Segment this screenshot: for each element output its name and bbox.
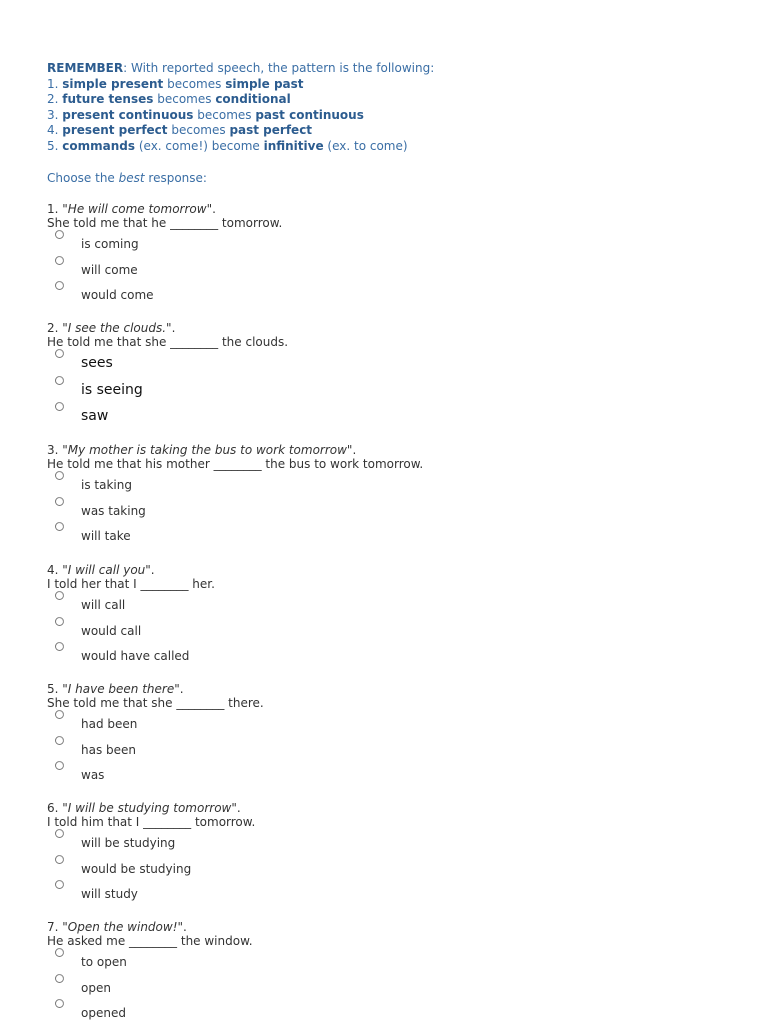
rule-from: present continuous	[62, 107, 194, 122]
option-label: is taking	[81, 478, 132, 492]
question-quote: "He will come tomorrow"	[62, 202, 213, 216]
option[interactable]	[47, 281, 282, 307]
rule-1	[47, 77, 434, 93]
remember-box	[47, 61, 434, 154]
radio-button[interactable]	[55, 736, 64, 745]
rule-mid: becomes	[193, 107, 256, 122]
radio-button[interactable]	[55, 591, 64, 600]
option[interactable]	[47, 855, 255, 881]
question-sentence: He told me that his mother ________ the bus to work tomorrow.	[47, 457, 424, 471]
instructions-pre: Choose the	[47, 171, 119, 185]
question-quote: "Open the window!"	[62, 920, 184, 934]
radio-button[interactable]	[55, 829, 64, 838]
radio-button[interactable]	[55, 880, 64, 889]
question-sentence: He told me that she ________ the clouds.	[47, 335, 289, 349]
option[interactable]	[47, 948, 253, 974]
option-label: would come	[81, 288, 154, 302]
question-number: 1.	[47, 202, 59, 216]
option[interactable]	[47, 710, 264, 736]
question-7	[47, 920, 253, 1019]
option-label: would have called	[81, 649, 190, 663]
option-label: would call	[81, 623, 142, 638]
question-sentence: She told me that he ________ tomorrow.	[47, 216, 283, 230]
quote-end: .	[150, 563, 155, 577]
rule-num: 4.	[47, 123, 59, 137]
rule-from: present perfect	[62, 123, 168, 137]
question-quote: "I will call you"	[62, 563, 151, 577]
rule-mid: becomes	[163, 76, 226, 91]
rule-num: 5.	[47, 138, 59, 153]
rule-2	[47, 92, 434, 108]
question-prompt	[47, 321, 288, 335]
radio-button[interactable]	[55, 281, 64, 290]
option-label: will be studying	[81, 836, 176, 850]
instructions-emphasis: best	[118, 171, 145, 185]
option[interactable]	[47, 591, 215, 617]
radio-button[interactable]	[55, 230, 64, 239]
radio-button[interactable]	[55, 471, 64, 480]
option[interactable]	[47, 471, 423, 497]
radio-button[interactable]	[55, 376, 64, 385]
question-6	[47, 801, 255, 906]
option[interactable]	[47, 617, 215, 643]
option[interactable]	[47, 736, 264, 762]
rule-num: 2.	[47, 92, 59, 106]
option[interactable]	[47, 230, 282, 256]
option-label: will come	[81, 262, 138, 277]
radio-button[interactable]	[55, 522, 64, 531]
question-prompt	[47, 920, 253, 934]
option-label: will call	[81, 598, 126, 612]
rule-to: conditional	[215, 92, 291, 106]
question-number: 6.	[47, 801, 59, 815]
option-label: opened	[81, 1006, 126, 1020]
radio-button[interactable]	[55, 642, 64, 651]
question-4	[47, 563, 215, 668]
rule-from: simple present	[62, 76, 164, 91]
question-prompt	[47, 801, 255, 815]
remember-label: REMEMBER	[47, 61, 124, 75]
question-prompt	[47, 682, 264, 696]
instructions-post: response:	[144, 171, 207, 185]
option-label: will take	[81, 529, 131, 543]
option-label: had been	[81, 717, 138, 731]
question-sentence: She told me that she ________ there.	[47, 696, 264, 710]
quote-end: .	[352, 443, 357, 457]
radio-button[interactable]	[55, 999, 64, 1008]
quote-end: .	[179, 682, 184, 696]
remember-intro-text: : With reported speech, the pattern is the following:	[123, 61, 435, 75]
instructions	[47, 171, 207, 185]
option[interactable]	[47, 761, 264, 787]
radio-button[interactable]	[55, 349, 64, 358]
option-label: has been	[81, 742, 137, 757]
radio-button[interactable]	[55, 761, 64, 770]
option-label: is seeing	[81, 381, 143, 398]
rule-to: past perfect	[229, 123, 313, 137]
rule-to: infinitive	[263, 138, 324, 153]
radio-button[interactable]	[55, 710, 64, 719]
option-label: open	[81, 980, 111, 995]
rule-num: 1.	[47, 76, 59, 91]
rule-mid: (ex. come!) become	[135, 138, 264, 153]
radio-button[interactable]	[55, 617, 64, 626]
question-number: 2.	[47, 321, 59, 335]
rule-5	[47, 139, 434, 155]
option[interactable]	[47, 829, 255, 855]
question-5	[47, 682, 264, 787]
rule-mid: becomes	[153, 92, 216, 106]
question-2	[47, 321, 288, 429]
quote-end: .	[183, 920, 187, 934]
option[interactable]	[47, 880, 255, 906]
radio-button[interactable]	[55, 948, 64, 957]
option[interactable]	[47, 642, 215, 668]
option-label: was	[81, 768, 105, 782]
radio-button[interactable]	[55, 497, 64, 506]
question-quote: "I will be studying tomorrow"	[62, 801, 237, 815]
question-1	[47, 202, 282, 307]
option[interactable]	[47, 349, 288, 376]
question-quote: "I see the clouds."	[62, 321, 172, 335]
rule-4	[47, 123, 434, 139]
question-quote: "My mother is taking the bus to work tomorrow"	[62, 443, 353, 457]
rule-mid: becomes	[167, 123, 230, 137]
quote-end: .	[171, 321, 176, 335]
quote-end: .	[236, 801, 241, 815]
radio-button[interactable]	[55, 256, 64, 265]
option-label: saw	[81, 408, 109, 424]
question-prompt	[47, 202, 282, 216]
option[interactable]	[47, 522, 423, 548]
question-number: 7.	[47, 920, 59, 934]
radio-button[interactable]	[55, 855, 64, 864]
question-sentence: I told her that I ________ her.	[47, 577, 215, 591]
option-label: will study	[81, 887, 138, 901]
rule-tail: (ex. to come)	[323, 138, 408, 153]
question-sentence: I told him that I ________ tomorrow.	[47, 815, 256, 829]
question-number: 5.	[47, 682, 59, 696]
rule-to: simple past	[225, 76, 304, 91]
rule-num: 3.	[47, 107, 59, 122]
option-label: is coming	[81, 237, 139, 251]
option[interactable]	[47, 376, 288, 403]
question-prompt	[47, 563, 215, 577]
rule-from: future tenses	[62, 92, 154, 106]
quote-end: .	[212, 202, 216, 216]
question-number: 4.	[47, 563, 59, 577]
option-label: sees	[81, 355, 113, 371]
radio-button[interactable]	[55, 974, 64, 983]
radio-button[interactable]	[55, 402, 64, 411]
question-prompt	[47, 443, 423, 457]
option[interactable]	[47, 497, 423, 523]
option-label: to open	[81, 955, 127, 969]
remember-intro	[47, 61, 434, 77]
rule-from: commands	[62, 138, 136, 153]
option-label: was taking	[81, 503, 146, 518]
option-label: would be studying	[81, 861, 192, 876]
question-3	[47, 443, 423, 548]
option[interactable]	[47, 974, 253, 1000]
question-quote: "I have been there"	[62, 682, 180, 696]
option[interactable]	[47, 999, 253, 1019]
question-sentence: He asked me ________ the window.	[47, 934, 253, 948]
rule-to: past continuous	[255, 107, 364, 122]
option[interactable]	[47, 256, 282, 282]
option[interactable]	[47, 402, 288, 429]
question-number: 3.	[47, 443, 59, 457]
rule-3	[47, 108, 434, 124]
